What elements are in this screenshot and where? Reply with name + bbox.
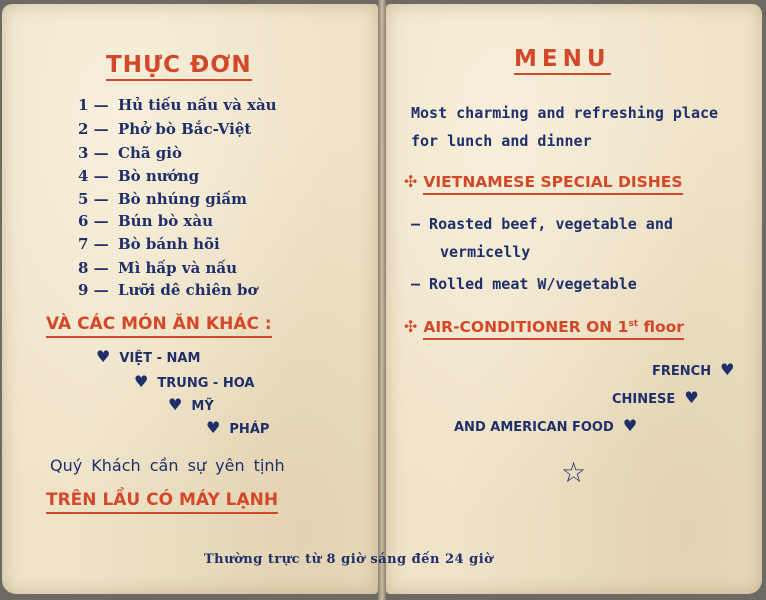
- dish-number: 7 —: [78, 235, 109, 253]
- dish-number: 8 —: [78, 259, 109, 277]
- cuisine-america: ♥ MỸ: [168, 395, 214, 414]
- dish-item: [78, 167, 199, 185]
- dish-name: Bò nướng: [118, 167, 200, 185]
- opening-hours: Thường trực từ 8 giờ sáng đến 24 giờ: [204, 552, 494, 567]
- dish-name: Hủ tiếu nấu và xàu: [118, 96, 277, 114]
- vietnamese-menu-title: THỰC ĐƠN: [106, 52, 252, 81]
- heart-icon: ♥: [720, 360, 735, 379]
- star-outline-icon: ☆: [561, 456, 587, 489]
- booklet-spine: [378, 0, 386, 600]
- maltese-cross-icon: ✣: [404, 317, 418, 336]
- special-dishes-heading: VIETNAMESE SPECIAL DISHES: [423, 173, 682, 195]
- aircon-heading: AIR-CONDITIONER ON 1st floor: [423, 318, 684, 340]
- special-dish-1-line-2: vermicelly: [440, 243, 531, 261]
- dish-item: [78, 212, 213, 230]
- dish-number: 5 —: [78, 190, 109, 208]
- heart-icon: ♥: [96, 347, 111, 366]
- upstairs-aircon-line: TRÊN LẦU CÓ MÁY LẠNH: [46, 490, 278, 514]
- dish-item: [78, 235, 220, 253]
- maltese-cross-icon: ✣: [404, 172, 418, 191]
- special-dish-2: — Rolled meat W/vegetable: [411, 275, 637, 293]
- dish-name: Bún bò xàu: [118, 212, 213, 230]
- dish-name: Phở bò Bắc-Việt: [118, 120, 252, 138]
- food-french: FRENCH ♥: [652, 360, 735, 379]
- dish-name: Bò bánh hõi: [118, 235, 220, 253]
- special-dishes-header: [404, 172, 683, 191]
- heart-icon: ♥: [622, 416, 638, 435]
- dish-name: Chã giò: [118, 144, 182, 162]
- dish-name: Bò nhúng giấm: [118, 190, 248, 208]
- food-chinese: CHINESE ♥: [612, 388, 699, 407]
- dish-name: Lưỡi dê chiên bơ: [118, 281, 258, 299]
- food-american: AND AMERICAN FOOD ♥: [454, 416, 638, 435]
- heart-icon: ♥: [684, 388, 699, 407]
- tagline-line-2: for lunch and dinner: [411, 132, 592, 150]
- special-dish-1-line-1: — Roasted beef, vegetable and: [411, 215, 673, 233]
- dish-item: [78, 190, 247, 208]
- dish-item: [78, 281, 258, 299]
- dish-item: [78, 144, 182, 162]
- other-dishes-heading: VÀ CÁC MÓN ĂN KHÁC :: [46, 314, 272, 338]
- left-page: [2, 4, 378, 594]
- dish-name: Mì hấp và nấu: [118, 259, 238, 277]
- dish-item: [78, 120, 251, 138]
- tagline-line-1: Most charming and refreshing place: [411, 104, 719, 122]
- cuisine-china: ♥ TRUNG - HOA: [134, 372, 255, 391]
- dish-number: 9 —: [78, 281, 109, 299]
- right-page: [386, 4, 762, 594]
- aircon-header: [404, 317, 684, 336]
- english-menu-title: MENU: [514, 46, 611, 75]
- dish-number: 4 —: [78, 167, 109, 185]
- quiet-guests-line: Quý Khách cần sự yên tịnh: [50, 456, 285, 475]
- heart-icon: ♥: [206, 418, 221, 437]
- dish-number: 1 —: [78, 96, 109, 114]
- dish-item: [78, 259, 237, 277]
- dish-item: [78, 96, 277, 114]
- cuisine-france: ♥ PHÁP: [206, 418, 270, 437]
- heart-icon: ♥: [134, 372, 149, 391]
- heart-icon: ♥: [168, 395, 183, 414]
- dish-number: 6 —: [78, 212, 109, 230]
- cuisine-vietnam: ♥ VIỆT - NAM: [96, 347, 201, 366]
- dish-number: 2 —: [78, 120, 109, 138]
- dish-number: 3 —: [78, 144, 109, 162]
